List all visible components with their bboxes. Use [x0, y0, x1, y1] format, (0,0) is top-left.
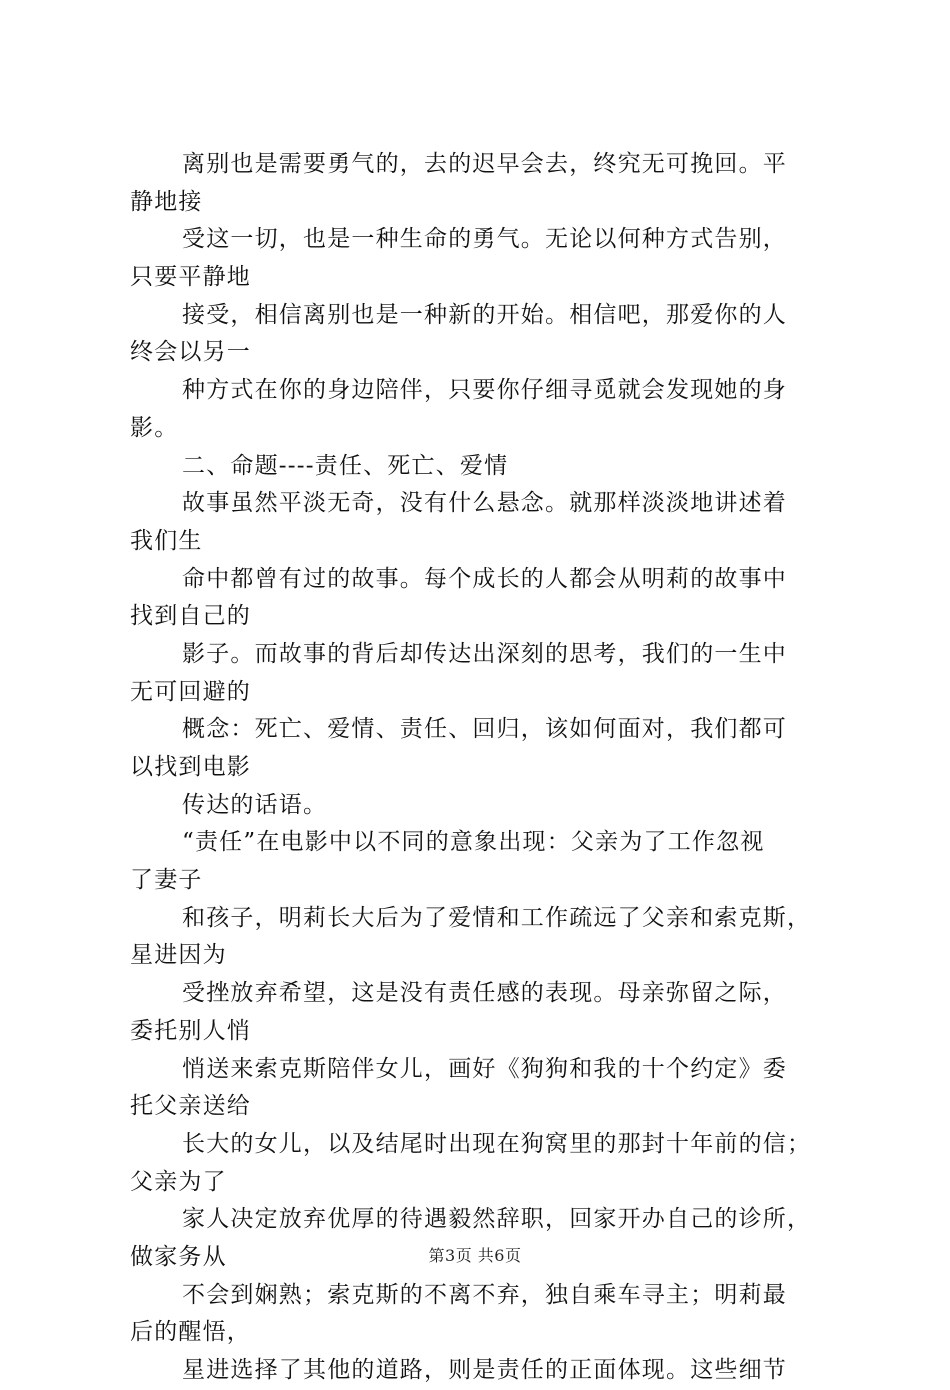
- text-line: 接受，相信离别也是一种新的开始。相信吧，那爱你的人: [182, 301, 787, 328]
- text-line: 后的醒悟，: [130, 1319, 251, 1346]
- text-line: 只要平静地: [130, 264, 251, 291]
- text-line: 和孩子，明莉长大后为了爱情和工作疏远了父亲和索克斯，: [182, 904, 812, 931]
- text-line: 离别也是需要勇气的，去的迟早会去，终究无可挽回。平: [182, 151, 787, 177]
- text-line: 星进选择了其他的道路，则是责任的正面体现。这些细节: [182, 1357, 787, 1383]
- section-heading: 二、命题----责任、死亡、爱情: [182, 452, 509, 479]
- text-line: 家人决定放弃优厚的待遇毅然辞职，回家开办自己的诊所，: [182, 1206, 812, 1233]
- text-line: 受这一切，也是一种生命的勇气。无论以何种方式告别，: [182, 226, 787, 253]
- text-line: 传达的话语。: [182, 791, 328, 818]
- text-line: 静地接: [130, 188, 203, 215]
- text-line: 故事虽然平淡无奇，没有什么悬念。就那样淡淡地讲述着: [182, 490, 787, 517]
- text-line: 委托别人悄: [130, 1017, 251, 1044]
- text-line: 命中都曾有过的故事。每个成长的人都会从明莉的故事中: [182, 565, 787, 592]
- text-line: 不会到娴熟；索克斯的不离不弃，独自乘车寻主；明莉最: [182, 1281, 787, 1308]
- text-line: 父亲为了: [130, 1168, 227, 1195]
- text-line: 做家务从: [130, 1243, 227, 1270]
- text-line: 我们生: [130, 527, 203, 554]
- document-body: [130, 146, 840, 1390]
- text-line: 星进因为: [130, 942, 227, 969]
- page-number-footer: 第3页 共6页: [428, 1246, 522, 1265]
- text-line: 长大的女儿，以及结尾时出现在狗窝里的那封十年前的信；: [182, 1130, 812, 1157]
- text-line: 悄送来索克斯陪伴女儿，画好《狗狗和我的十个约定》委: [182, 1055, 787, 1082]
- text-line: 无可回避的: [130, 678, 251, 705]
- text-line: 了妻子: [130, 867, 203, 894]
- text-line: 概念：死亡、爱情、责任、回归，该如何面对，我们都可: [182, 716, 787, 743]
- text-line: 受挫放弃希望，这是没有责任感的表现。母亲弥留之际，: [182, 980, 787, 1007]
- text-line: 影。: [130, 414, 179, 441]
- text-line: 以找到电影: [130, 754, 251, 780]
- text-line: 影子。而故事的背后却传达出深刻的思考，我们的一生中: [182, 640, 787, 667]
- text-line: “责任”在电影中以不同的意象出现：父亲为了工作忽视: [182, 829, 765, 856]
- text-line: 托父亲送给: [130, 1093, 251, 1120]
- text-line: 种方式在你的身边陪伴，只要你仔细寻觅就会发现她的身: [182, 377, 787, 404]
- text-line: 终会以另一: [130, 339, 251, 366]
- text-line: 找到自己的: [130, 603, 251, 630]
